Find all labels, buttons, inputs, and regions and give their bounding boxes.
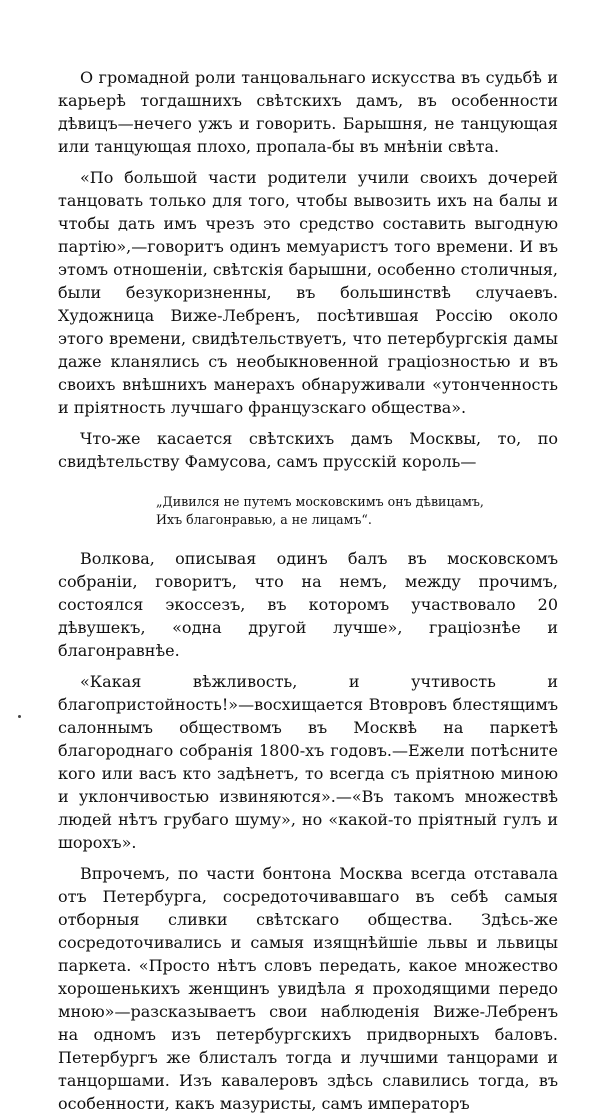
- paragraph-gap: [58, 419, 558, 427]
- verse-line-1: „Дивился не путемъ московскимъ онъ дѣвицамъ,: [156, 494, 484, 509]
- paragraph-gap: [58, 854, 558, 862]
- document-page: [58, 66, 558, 1115]
- paragraph-petersburg: Впрочемъ, по части бонтона Москва всегда отставала отъ Петербурга, сосредоточивавшаго въ себѣ самыя отборныя сливки свѣтскаго общества. Здѣсь-же сосредоточивались и самыя изящнѣйшiе львы и львицы паркета. «Просто нѣтъ словъ передать, какое множество хорошенькихъ женщинъ увидѣла я проходящими передо мною»—разсказываетъ свои наблюденiя Виже-Лебренъ на одномъ изъ петербургскихъ придворныхъ баловъ. Петербургъ же блисталъ тогда и лучшими танцорами и танцоршами. Изъ кавалеровъ здѣсь славились тогда, въ особенности, какъ мазуристы, самъ императоръ: [58, 864, 558, 1113]
- paragraph-parents-daughters: «По большой части родители учили своихъ дочерей танцовать только для того, чтобы вывозить ихъ на балы и чтобы дать имъ чрезъ это средство составить выгодную партiю»,—говоритъ одинъ мемуаристъ того времени. И въ этомъ отношенiи, свѣтскiя барышни, особенно столичныя, были безукоризненны, въ большинствѣ случаевъ. Художница Виже-Лебренъ, посѣтившая Россiю около этого времени, свидѣтельствуетъ, что петербургскiя дамы даже кланялись съ необыкновенной грацiозностью и въ своихъ внѣшнихъ манерахъ обнаруживали «утонченность и прiятность лучшаго французскаго общества».: [58, 168, 558, 417]
- paragraph-gap: [58, 662, 558, 670]
- paragraph-gap: [58, 158, 558, 166]
- paragraph-moscow-ladies: Что-же касается свѣтскихъ дамъ Москвы, то, по свидѣтельству Фамусова, самъ прусскiй король—: [58, 429, 558, 471]
- paragraph-volkova: Волкова, описывая одинъ балъ въ московскомъ собранiи, говоритъ, что на немъ, между прочимъ, состоялся экоссезъ, въ которомъ участвовало 20 дѣвушекъ, «одна другой лучше», грацiознѣе и благонравнѣе.: [58, 549, 558, 660]
- paragraph-vtorov: «Какая вѣжливость, и учтивость и благопристойность!»—восхищается Втовровъ блестящимъ салоннымъ обществомъ въ Москвѣ на паркетѣ благороднаго собранiя 1800-хъ годовъ.—Ежели потѣсните кого или васъ кто задѣнетъ, то всегда съ прiятною миною и уклончивостью извиняются».—«Въ такомъ множествѣ людей нѣтъ грубаго шуму», но «какой-то прiятный гулъ и шорохъ».: [58, 672, 558, 852]
- margin-dot-mark: [18, 715, 21, 718]
- verse-line-2: Ихъ благонравью, а не лицамъ“.: [156, 512, 372, 527]
- verse-quote: [156, 493, 558, 529]
- paragraph-dance-role: О громадной роли танцовальнаго искусства въ судьбѣ и карьерѣ тогдашнихъ свѣтскихъ дамъ, въ особенности дѣвицъ—нечего ужъ и говорить. Барышня, не танцующая или танцующая плохо, пропала-бы въ мнѣнiи свѣта.: [58, 68, 558, 156]
